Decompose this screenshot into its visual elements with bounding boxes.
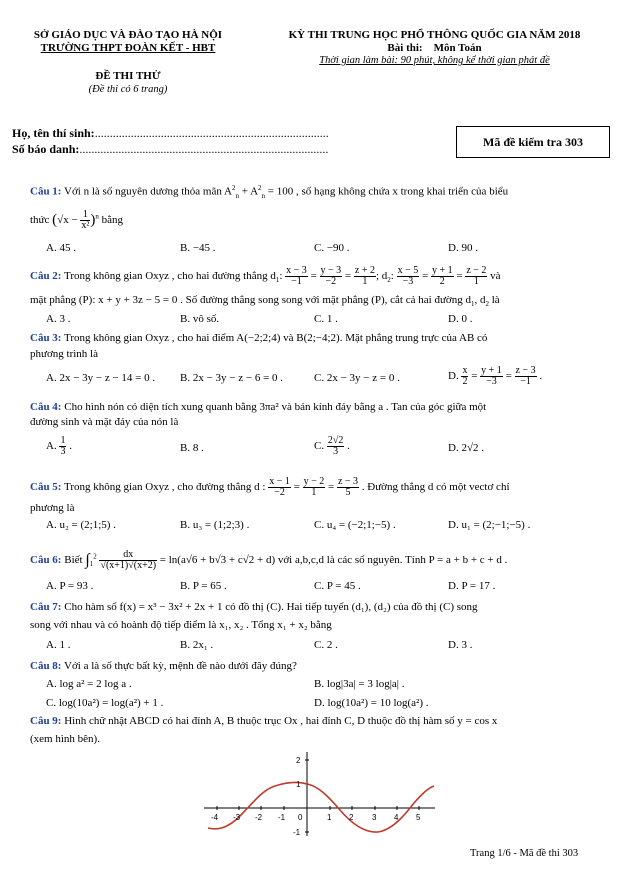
y-tick-label: 2 — [296, 756, 301, 765]
answer-option[interactable]: C. 2 . — [314, 639, 338, 651]
page-footer: Trang 1/6 - Mã đề thi 303 — [470, 848, 579, 859]
question-text: mặt phẳng (P): x + y + 3z − 5 = 0 . Số đường thẳng song song với mặt phẳng (P), cắt cả hai đường d — [30, 294, 471, 306]
x-tick-label: -4 — [211, 813, 219, 822]
question-text: Với a là số thực bất kỳ, mệnh đề nào dưới đây đúng? — [64, 660, 297, 672]
option-letter: A. — [46, 440, 57, 453]
candidate-name-label: Họ, tên thí sinh: — [12, 126, 95, 140]
question-1-line-1: Câu 1: Với n là số nguyên dương thỏa mãn $A^2_n + A^2_n = 100$ , số hạng không chứa x trong khai triển của biểu — [30, 184, 509, 200]
answer-option[interactable]: D. P = 17 . — [448, 580, 496, 592]
exam-name: KỲ THI TRUNG HỌC PHỔ THÔNG QUỐC GIA NĂM 2018 — [288, 29, 581, 41]
x-tick-label: 1 — [327, 813, 332, 822]
option-letter: D. — [448, 370, 459, 383]
question-9-line-2: (xem hình bên). — [30, 733, 100, 745]
question-5-line-1: Câu 5: Trong không gian Oxyz , cho đường thẳng d : $\frac{x - 1}{-2}$ = $\frac{y - 2}{1}$ = $\frac{z - 3}{5}$ . Đường thẳng d có một vectơ chỉ — [30, 476, 510, 498]
x-tick-label: -1 — [278, 813, 286, 822]
question-label: Câu 5: — [30, 481, 62, 494]
y-tick-label: -1 — [293, 828, 301, 837]
question-text: Với n là số nguyên dương thỏa mãn A — [64, 185, 232, 198]
answer-option[interactable]: C. $\frac{2√2}{3}$ . — [314, 435, 350, 457]
answer-option[interactable]: B. log|3a| = 3 log|a| . — [314, 678, 405, 690]
answer-option[interactable]: B. 2x₁ . — [180, 639, 214, 651]
cosine-curve — [208, 782, 434, 832]
answer-option[interactable]: B. 2x − 3y − z − 6 = 0 . — [180, 372, 284, 384]
question-text: Trong không gian Oxyz , cho hai đường thẳng d — [64, 270, 276, 283]
question-text: + A — [241, 185, 259, 198]
question-4-line-2: đường sinh và mặt đáy của nón là — [30, 416, 179, 428]
question-3-line-1 — [30, 332, 487, 344]
option-letter: C. — [314, 440, 325, 453]
question-2-line-2: mặt phẳng (P): x + y + 3z − 5 = 0 . Số đường thẳng song song với mặt phẳng (P), cắt cả hai đường $d_1$, $d_2$ là — [30, 294, 500, 309]
x-tick-label: 3 — [372, 813, 377, 822]
answer-option[interactable]: B. P = 65 . — [180, 580, 227, 592]
answer-option[interactable]: B. −45 . — [180, 242, 216, 254]
x-tick-label: 4 — [394, 813, 399, 822]
answer-option[interactable]: D. 0 . — [448, 313, 473, 325]
question-label: Câu 6: — [30, 554, 62, 567]
question-text: Trong không gian Oxyz , cho đường thẳng d : — [64, 481, 266, 494]
candidate-id-dots: ................................................................................... — [79, 142, 329, 156]
x-tick-label: -2 — [255, 813, 263, 822]
answer-option[interactable]: D. u₁ = (2;−1;−5) . — [448, 519, 531, 531]
question-text: và — [490, 270, 501, 283]
candidate-id-row — [12, 142, 328, 157]
answer-option[interactable]: C. 2x − 3y − z = 0 . — [314, 372, 400, 384]
question-text: Trong không gian Oxyz , cho hai điểm A(−2;2;4) và B(2;−4;2). Mặt phẳng trung trực của AB có — [64, 332, 488, 344]
answer-option[interactable]: B. vô số. — [180, 313, 220, 325]
x-tick-label: 0 — [298, 813, 303, 822]
answer-option[interactable]: A. u₂ = (2;1;5) . — [46, 519, 116, 531]
question-4-line-1 — [30, 401, 486, 413]
exam-title: ĐỀ THI THỬ — [95, 70, 161, 82]
cosine-graph — [200, 748, 440, 838]
school-name: TRƯỜNG THPT ĐOÀN KẾT - HBT — [40, 42, 216, 54]
question-9-line-1 — [30, 715, 497, 727]
answer-option[interactable]: A. $\frac{1}{3}$ . — [46, 435, 72, 457]
question-text: là — [491, 294, 500, 306]
answer-option[interactable]: D. 2√2 . — [448, 442, 484, 454]
candidate-name-dots: .............................................................................. — [94, 126, 329, 140]
answer-option[interactable]: D. 90 . — [448, 242, 478, 254]
question-7-line-1 — [30, 601, 478, 613]
exam-pages: (Đề thi có 6 trang) — [88, 84, 168, 95]
question-6-line-1: Câu 6: Biết $\int_1^2$ $\frac{dx}{√(x+1)√(x+2)}$ = ln(a√6 + b√3 + c√2 + d) với a,b,c,d là các số nguyên. Tính P = a + b + c + d . — [30, 549, 508, 571]
answer-option[interactable]: C. u₄ = (−2;1;−5) . — [314, 519, 396, 531]
answer-option[interactable]: D. log(10a²) = 10 log(a²) . — [314, 697, 429, 709]
question-label: Câu 8: — [30, 660, 62, 672]
candidate-id-label: Số báo danh: — [12, 142, 80, 156]
answer-option[interactable]: A. 3 . — [46, 313, 71, 325]
answer-option[interactable]: D. 3 . — [448, 639, 473, 651]
answer-option[interactable]: A. P = 93 . — [46, 580, 94, 592]
question-text: . Đường thẳng d có một vectơ chỉ — [361, 481, 510, 494]
answer-option[interactable]: A. 1 . — [46, 639, 71, 651]
question-label: Câu 4: — [30, 401, 62, 413]
x-tick-label: -3 — [233, 813, 241, 822]
y-tick-label: 1 — [296, 780, 301, 789]
question-text: thức — [30, 214, 50, 227]
answer-option[interactable]: A. 45 . — [46, 242, 76, 254]
answer-option[interactable]: D. $\frac{x}{2}$ = $\frac{y + 1}{-3}$ = $\frac{z - 3}{-1}$ . — [448, 365, 543, 387]
department-name: SỞ GIÁO DỤC VÀ ĐÀO TẠO HÀ NỘI — [33, 29, 223, 41]
question-label: Câu 3: — [30, 332, 62, 344]
exam-code-box: Mã đề kiểm tra 303 — [456, 126, 610, 158]
answer-option[interactable]: C. P = 45 . — [314, 580, 361, 592]
question-label: Câu 2: — [30, 270, 62, 283]
x-tick-label: 2 — [349, 813, 354, 822]
question-label: Câu 1: — [30, 185, 62, 198]
answer-option[interactable]: C. 1 . — [314, 313, 338, 325]
subject-value: Môn Toán — [433, 42, 482, 54]
question-8-line-1 — [30, 660, 297, 672]
question-text: = ln(a√6 + b√3 + c√2 + d) với a,b,c,d là các số nguyên. Tính P = a + b + c + d . — [159, 554, 508, 567]
subject-label: Bài thi: — [387, 42, 423, 54]
question-label: Câu 7: — [30, 601, 62, 613]
exam-duration: Thời gian làm bài: 90 phút, không kể thời gian phát đề — [319, 55, 550, 66]
answer-option[interactable]: C. −90 . — [314, 242, 350, 254]
answer-option[interactable]: A. log a² = 2 log a . — [46, 678, 132, 690]
question-2-line-1: Câu 2: Trong không gian Oxyz , cho hai đường thẳng $d_1$: $\frac{x - 3}{-1}$ = $\frac{y - 3}{-2}$ = $\frac{z + 2}{1}$ ; $d_2$: $\frac{x - 5}{-3}$ = $\frac{y + 1}{2}$ = $\frac{z - 2}{1}$ và — [30, 265, 501, 287]
question-text: Biết — [64, 554, 83, 567]
question-text: Hình chữ nhật ABCD có hai đỉnh A, B thuộc trục Ox , hai đỉnh C, D thuộc đồ thị hàm số y = cos x — [64, 715, 498, 727]
exam-subject — [262, 42, 607, 54]
question-text: bằng — [101, 214, 124, 227]
question-3-line-2: phương trình là — [30, 348, 98, 360]
question-text: Cho hình nón có diện tích xung quanh bằng 3πa² và bán kính đáy bằng a . Tan của góc giữa một — [64, 401, 487, 413]
question-text: Cho hàm số f(x) = x³ − 3x² + 2x + 1 có đồ thị (C). Hai tiếp tuyến (d₁), (d₂) của đồ thị (C) song — [64, 601, 478, 613]
candidate-name-row — [12, 126, 329, 141]
answer-option[interactable]: C. log(10a²) = log(a²) + 1 . — [46, 697, 164, 709]
question-7-line-2: song với nhau và có hoành độ tiếp điểm là x₁, x₂ . Tổng x₁ + x₂ bằng — [30, 619, 332, 631]
answer-option[interactable]: B. u₃ = (1;2;3) . — [180, 519, 250, 531]
question-1-line-2: thức (√x − $\frac{1}{\text{x²}}$ )$^n$ bằng — [30, 209, 124, 231]
answer-option[interactable]: A. 2x − 3y − z − 14 = 0 . — [46, 372, 156, 384]
question-text: = 100 , số hạng không chứa x trong khai triển của biểu — [267, 185, 509, 198]
question-label: Câu 9: — [30, 715, 62, 727]
x-tick-label: 5 — [416, 813, 421, 822]
answer-option[interactable]: B. 8 . — [180, 442, 204, 454]
question-5-line-2: phương là — [30, 502, 75, 514]
